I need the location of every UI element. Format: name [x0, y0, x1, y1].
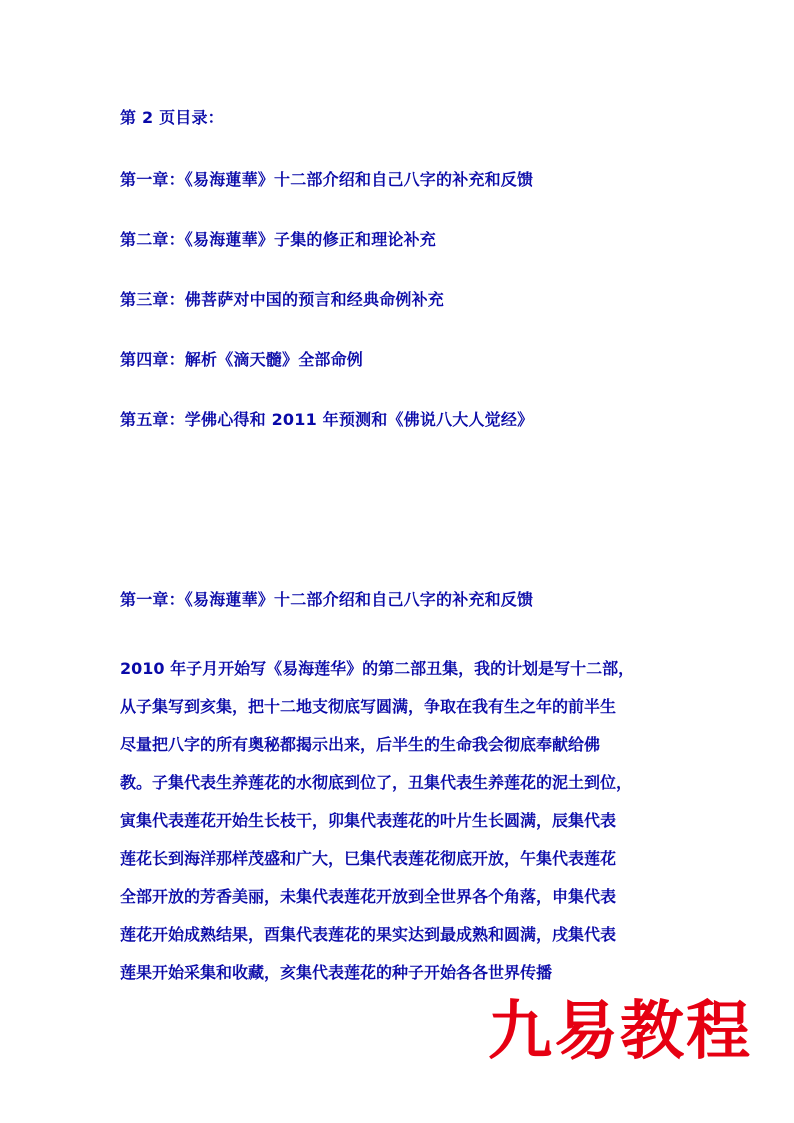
body-line: 全部开放的芳香美丽，未集代表莲花开放到全世界各个角落，申集代表 [120, 887, 617, 906]
body-line: 莲果开始采集和收藏，亥集代表莲花的种子开始各各世界传播 [120, 963, 553, 982]
toc-item-chapter-2[interactable]: 第二章：《易海蓮華》子集的修正和理论补充 [120, 230, 437, 249]
body-line: 2010 年子月开始写《易海莲华》的第二部丑集，我的计划是写十二部， [120, 659, 635, 678]
body-line: 寅集代表莲花开始生长枝干，卯集代表莲花的叶片生长圆满，辰集代表 [120, 811, 617, 830]
chapter-1-title: 第一章：《易海蓮華》十二部介绍和自己八字的补充和反馈 [120, 590, 534, 609]
body-line: 教。子集代表生养莲花的水彻底到位了，丑集代表生养莲花的泥土到位， [120, 773, 633, 792]
body-line: 莲花长到海洋那样茂盛和广大，巳集代表莲花彻底开放，午集代表莲花 [120, 849, 617, 868]
body-line: 从子集写到亥集，把十二地支彻底写圆满，争取在我有生之年的前半生 [120, 697, 617, 716]
watermark-logo: 九易教程 [486, 990, 778, 1074]
toc-item-chapter-1[interactable]: 第一章：《易海蓮華》十二部介绍和自己八字的补充和反馈 [120, 170, 534, 189]
toc-heading: 第 2 页目录： [120, 108, 224, 127]
toc-item-chapter-4[interactable]: 第四章：解析《滴天髓》全部命例 [120, 350, 364, 369]
body-line: 尽量把八字的所有奥秘都揭示出来，后半生的生命我会彻底奉献给佛 [120, 735, 601, 754]
body-line: 莲花开始成熟结果，酉集代表莲花的果实达到最成熟和圆满，戌集代表 [120, 925, 617, 944]
toc-item-chapter-5[interactable]: 第五章：学佛心得和 2011 年预测和《佛说八大人觉经》 [120, 410, 534, 429]
chapter-1-body [120, 650, 680, 992]
toc-item-chapter-3[interactable]: 第三章：佛菩萨对中国的预言和经典命例补充 [120, 290, 445, 309]
